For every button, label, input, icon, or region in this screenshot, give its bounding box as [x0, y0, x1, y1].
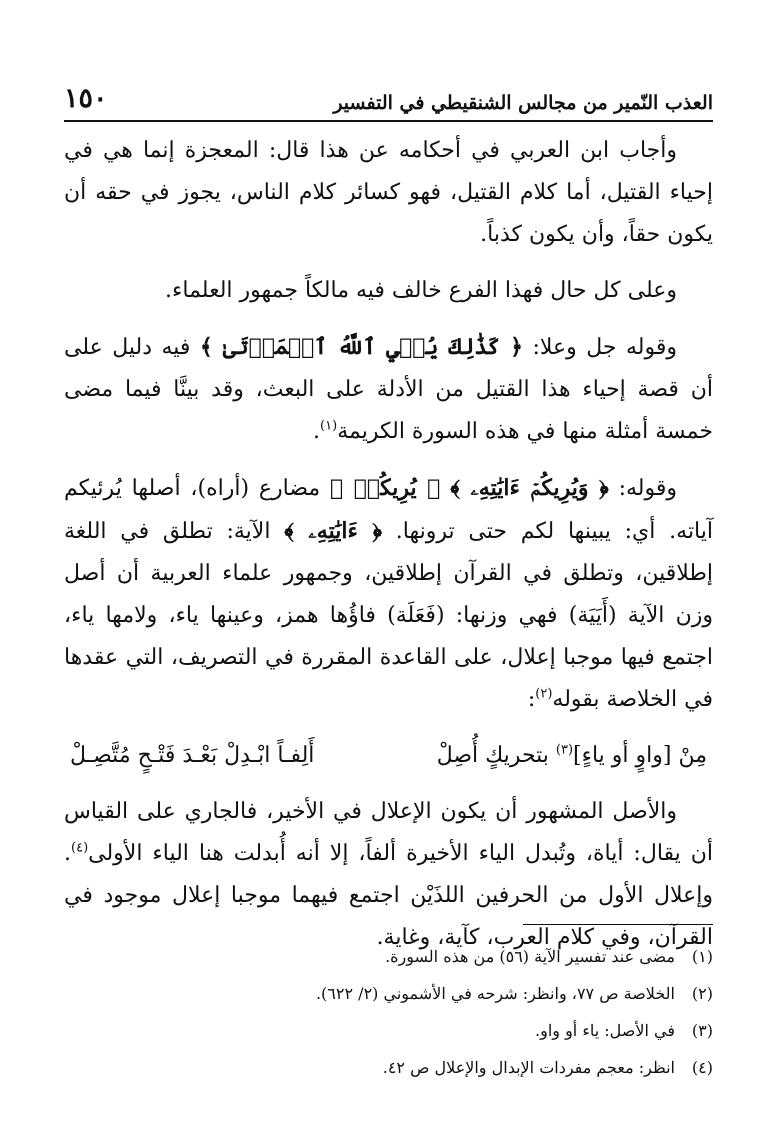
footnote — [64, 975, 713, 1012]
footnote-text: في الأصل: ياء أو واو. — [535, 1021, 675, 1040]
footnote-ref: (٣) — [555, 742, 574, 758]
verse-first-hemistich — [437, 735, 707, 777]
running-title: العذب النّمير من مجالس الشنقيطي في التفسير — [333, 92, 713, 114]
text-run: فيه دليل على أن قصة إحياء هذا القتيل من الأدلة على البعث، وقد بينَّا فيما مضى خمسة أمثلة منها في هذه السورة الكريمة — [64, 335, 713, 444]
footnote-number: (١) — [691, 947, 713, 966]
paragraph — [64, 791, 713, 959]
footnote-text: مضى عند تفسير الآية (٥٦) من هذه السورة. — [385, 947, 675, 966]
footnote-number: (٣) — [691, 1021, 713, 1040]
footnote-ref: (٢) — [535, 686, 553, 702]
verse-second-hemistich: أَلِفـاً ابْـدِلْ بَعْـدَ فَتْـحٍ مُتَّصِـلْ — [70, 743, 315, 768]
quran-quote: ﴿ ءَايَٰتِهِۦ ﴾ — [284, 518, 382, 544]
paragraph: وأجاب ابن العربي في أحكامه عن هذا قال: المعجزة إنما هي في إحياء القتيل، أما كلام القتيل، فهو كسائر كلام الناس، يجوز في حقه أن يكون حقاً، وأن يكون كذباً. — [64, 138, 713, 247]
footnote-number: (٤) — [691, 1058, 713, 1077]
footnote-ref: (١) — [320, 418, 338, 434]
paragraph — [64, 467, 713, 721]
page-header — [64, 74, 713, 122]
text-run: . — [313, 419, 321, 444]
footnote-text: انظر: معجم مفردات الإبدال والإعلال ص ٤٢. — [382, 1058, 675, 1077]
quran-quote: ﴿ وَيُرِيكُمۡ ءَايَٰتِهِۦ ﴾ — [450, 475, 609, 501]
text-run: وقوله: — [608, 476, 677, 501]
footnote-number: (٢) — [691, 984, 713, 1003]
footnote — [64, 938, 713, 975]
quran-quote: ﴿ كَذَٰلِكَ يُحۡيِ ٱللَّهُ ٱلۡمَوۡتَىٰ ﴾ — [199, 334, 524, 360]
poetry-verse — [64, 735, 713, 777]
footnotes — [64, 938, 713, 1086]
text-run: وقوله جل وعلا: — [523, 335, 677, 360]
text-run: بتحريكٍ أُصِلْ — [436, 743, 556, 768]
footnote-text: الخلاصة ص ٧٧، وانظر: شرحه في الأشموني (٢/ ٦٢٢). — [315, 984, 675, 1003]
text-run: . وإعلال الأول من الحرفين اللذَيْن اجتمع فيهما موجبا إعلال موجود في القرآن، وفي كلام العرب، كآية، وغاية. — [64, 841, 713, 950]
text-run: الآية: تطلق في اللغة إطلاقين، وتطلق في القرآن إطلاقين، وجمهور علماء العربية أن أصل وزن الآية (أَيَيَة) فهي وزنها: (فَعَلَة) فاؤُها همز، وعينها ياء، ولامها ياء، اجتمع فيها موجبا إعلال، على القاعدة المقررة في التصريف، التي عقدها في الخلاصة بقوله — [64, 519, 713, 712]
text-run: مضارع (أراه)، أصلها يُرئيكم آياته. أي: يبينها لكم حتى ترونها. — [64, 476, 713, 544]
paragraph: وعلى كل حال فهذا الفرع خالف فيه مالكاً جمهور العلماء. — [165, 278, 677, 303]
main-text — [64, 130, 713, 973]
page-number: ١٥٠ — [64, 83, 108, 114]
footnote-separator — [523, 924, 713, 925]
text-run: والأصل المشهور أن يكون الإعلال في الأخير، فالجاري على القياس أن يقال: أياة، وتُبدل الياء الأخيرة ألفاً، إلا أنه أُبدلت هنا الياء الأولى — [64, 799, 713, 866]
paragraph — [64, 326, 713, 453]
quran-quote: ﴿ يُرِيكُمۡ ﴾ — [330, 475, 441, 501]
footnote — [64, 1012, 713, 1049]
text-run: : — [527, 687, 536, 712]
footnote — [64, 1049, 713, 1086]
text-run: مِنْ [واوٍ أو ياءٍ] — [573, 743, 707, 768]
footnote-ref: (٤) — [71, 840, 89, 856]
